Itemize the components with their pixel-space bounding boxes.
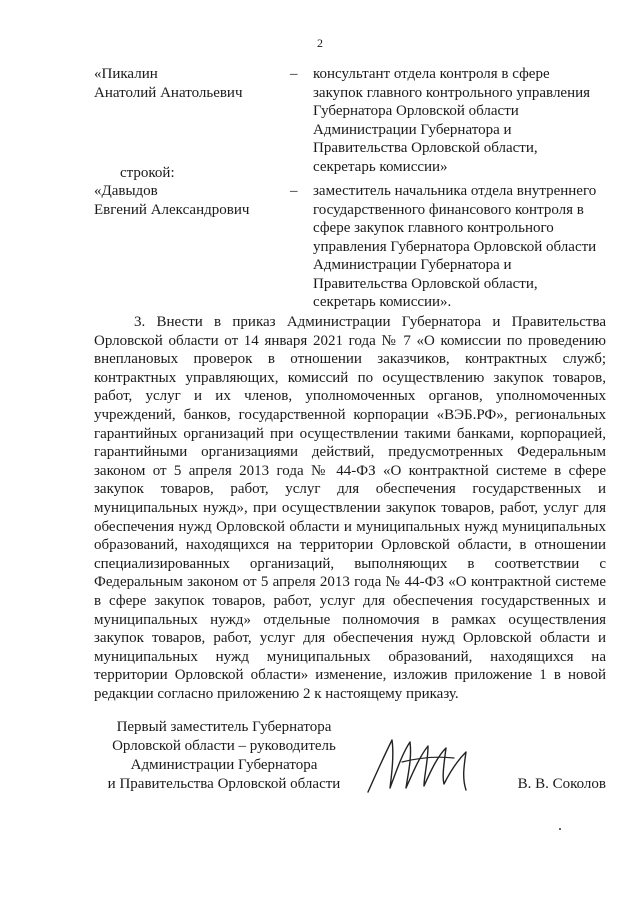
scan-speck (559, 828, 561, 830)
entry-given-names: Евгений Александрович (94, 201, 250, 218)
signatory-name: В. В. Соколов (517, 776, 606, 792)
signature-block (94, 718, 606, 798)
role-line: управления Губернатора Орловской области (313, 238, 597, 255)
role-line: Администрации Губернатора и (313, 121, 512, 138)
entry-given-names: Анатолий Анатольевич (94, 84, 243, 101)
page-number: 2 (317, 36, 323, 50)
signatory-title-line: Орловской области – руководитель (112, 738, 336, 754)
role-line: сфере закупок главного контрольного (313, 220, 554, 236)
entry-role (313, 65, 603, 176)
role-line: государственного финансового контроля в (313, 201, 584, 218)
entry-role (313, 182, 603, 312)
entry-name (94, 65, 284, 102)
signatory-title (94, 718, 354, 794)
entry-dash: – (290, 66, 298, 82)
entry-surname: «Пикалин (94, 66, 158, 82)
role-line: Администрации Губернатора и (313, 257, 512, 273)
entry-name (94, 182, 284, 219)
entry-surname: «Давыдов (94, 183, 158, 199)
signatory-title-line: и Правительства Орловской области (107, 776, 341, 792)
replace-label: строкой: (120, 165, 175, 181)
role-line: секретарь комиссии» (313, 158, 448, 175)
entry-dash: – (290, 183, 298, 199)
role-line: секретарь комиссии». (313, 294, 452, 310)
role-line: Правительства Орловской области, (313, 275, 538, 292)
handwritten-signature (362, 732, 482, 798)
role-line: Губернатора Орловской области (313, 103, 519, 119)
role-line: закупок главного контрольного управления (313, 84, 591, 101)
signatory-title-line: Первый заместитель Губернатора (116, 719, 332, 735)
paragraph-3: 3. Внести в приказ Администрации Губернатора и Правительства Орловской области от 14 января 2021 года № 7 «О комиссии по проведению внеплановых проверок в отношении заказчиков, контрактных служб; контрактных управляющих, комиссий по осуществлению закупок товаров, работ, услуг и их членов, уполномоченных органов, уполномоченных учреждений, банков, государственной корпорации «ВЭБ.РФ», региональных гарантийных организаций при осуществлении такими банками, корпорацией, гарантийными организациями действий, предусмотренных Федеральным законом от 5 апреля 2013 года № 44-ФЗ «О контрактной системе в сфере закупок товаров, работ, услуг для обеспечения государственных и муниципальных нужд», при осуществлении закупок товаров, работ, услуг для обеспечения нужд Орловской области и муниципальных нужд муниципальных образований, находящихся на территории Орловской области, в отношении специализированных организаций, выполняющих в соответствии с Федеральным законом от 5 апреля 2013 года № 44-ФЗ «О контрактной системе в сфере закупок товаров, работ, услуг для обеспечения государственных и муниципальных нужд» отдельные полномочия в рамках осуществления закупок товаров, работ, услуг для обеспечения нужд Орловской области и муниципальных нужд муниципальных образований, находящихся на территории Орловской области» изменение, изложив приложение 1 в новой редакции согласно приложению 2 к настоящему приказу. (94, 314, 606, 702)
role-line: Правительства Орловской области, (313, 140, 538, 156)
role-line: заместитель начальника отдела внутреннего (313, 183, 597, 199)
role-line: консультант отдела контроля в сфере (313, 66, 550, 82)
signatory-title-line: Администрации Губернатора (130, 757, 318, 773)
